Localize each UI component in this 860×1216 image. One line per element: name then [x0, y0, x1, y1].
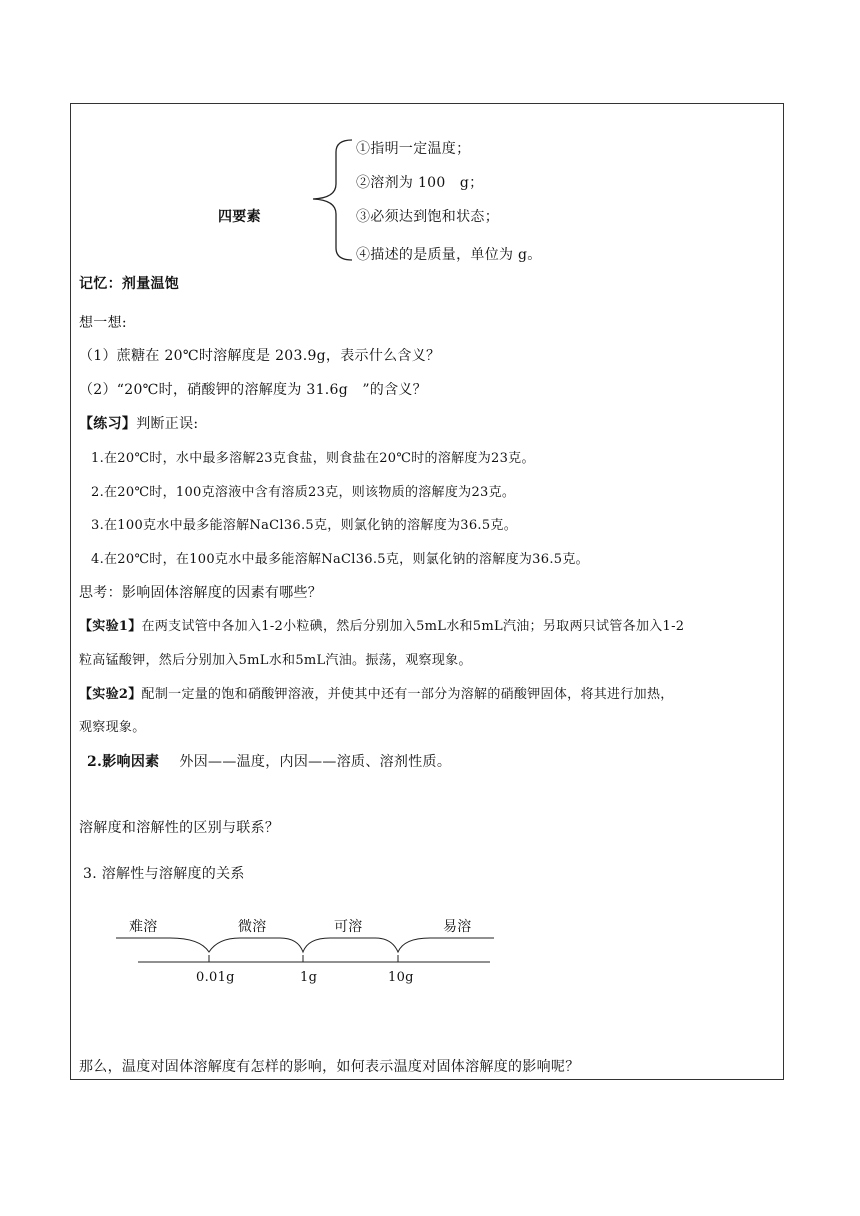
memory-tip: 记忆：剂量温饱 [79, 276, 180, 292]
element-item-4: ④描述的是质量，单位为 g。 [356, 247, 542, 263]
element-item-3: ③必须达到饱和状态； [356, 209, 499, 225]
experiment-2-line-2: 观察现象。 [79, 720, 146, 735]
scale-tick-label-2: 1g [300, 970, 318, 985]
experiment-2-tag: 【实验2】 [79, 687, 142, 702]
scale-category-slightly-soluble: 微溶 [238, 919, 267, 935]
practice-item-4: 4.在20℃时，在100克水中最多能溶解NaCl36.5克，则氯化钠的溶解度为36.5克。 [91, 552, 589, 567]
scale-tick-label-1: 0.01g [196, 970, 235, 985]
think-question-1: （1）蔗糖在 20℃时溶解度是 203.9g，表示什么含义？ [79, 348, 441, 364]
think-heading: 想一想: [79, 315, 127, 331]
scale-brace-line [116, 938, 494, 952]
practice-item-3: 3.在100克水中最多能溶解NaCl36.5克，则氯化钠的溶解度为36.5克。 [91, 518, 518, 533]
practice-tag: 【练习】 [79, 416, 137, 432]
factors-question: 思考：影响固体溶解度的因素有哪些？ [79, 585, 323, 601]
final-question: 那么，温度对固体溶解度有怎样的影响，如何表示温度对固体溶解度的影响呢？ [79, 1059, 580, 1075]
scale-category-soluble: 可溶 [334, 919, 363, 935]
practice-title: 判断正误: [136, 416, 199, 432]
relation-title: 3. 溶解性与溶解度的关系 [83, 866, 245, 882]
factors-text: 外因——温度，内因——溶质、溶剂性质。 [179, 754, 452, 770]
factors-label: 2.影响因素 [87, 754, 160, 770]
scale-tick-label-3: 10g [388, 970, 414, 985]
practice-item-2: 2.在20℃时，100克溶液中含有溶质23克，则该物质的溶解度为23克。 [91, 485, 516, 500]
think-question-2: （2）“20℃时，硝酸钾的溶解度为 31.6g ”的含义？ [79, 382, 427, 398]
practice-item-1: 1.在20℃时，水中最多溶解23克食盐，则食盐在20℃时的溶解度为23克。 [91, 451, 535, 466]
four-elements-label: 四要素 [218, 209, 261, 225]
difference-question: 溶解度和溶解性的区别与联系？ [79, 820, 280, 836]
element-item-2: ②溶剂为 100 g； [356, 175, 484, 191]
element-item-1: ①指明一定温度； [356, 141, 471, 157]
experiment-2-text: 配制一定量的饱和硝酸钾溶液，并使其中还有一部分为溶解的硝酸钾固体，将其进行加热， [141, 687, 674, 702]
experiment-1-tag: 【实验1】 [79, 619, 142, 634]
scale-category-easily-soluble: 易溶 [443, 919, 472, 935]
experiment-1-line-2: 粒高锰酸钾，然后分别加入5mL水和5mL汽油。振荡，观察现象。 [79, 653, 472, 668]
experiment-1-text: 在两支试管中各加入1-2小粒碘，然后分别加入5mL水和5mL汽油；另取两只试管各加入1-2 [141, 619, 685, 634]
scale-category-insoluble: 难溶 [129, 919, 158, 935]
